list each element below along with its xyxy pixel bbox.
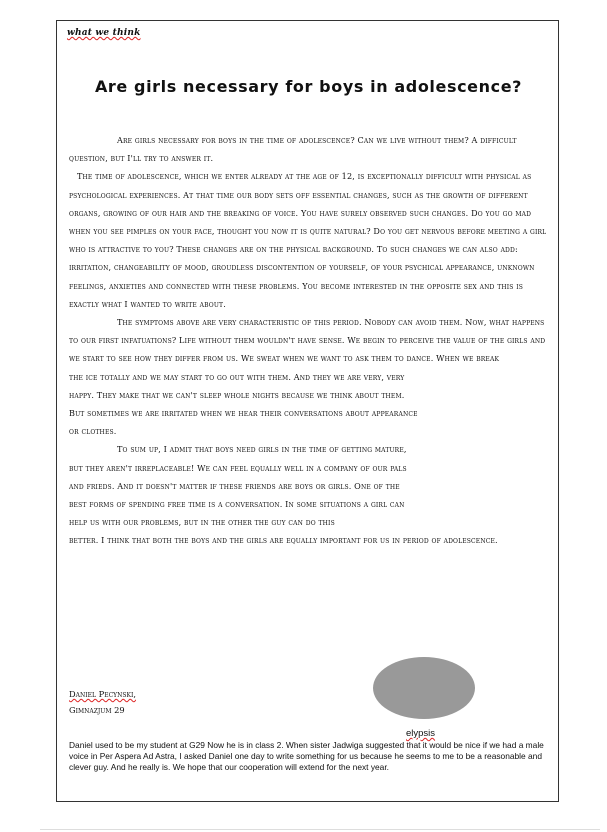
article-title: Are girls necessary for boys in adolescence? xyxy=(94,77,523,96)
section-tag-text: what we think xyxy=(67,28,141,38)
paragraph-conclusion: To sum up, I admit that boys need girls in the time of getting mature, but they aren't irreplaceable! We can feel equally well in a company of our pals and frieds. And it doesn't matter if these friends are boys or girls. One of the best forms of spending free time is a conversation. In some situations a girl can help us with our problems, but in the other the guy can do this xyxy=(69,444,407,528)
ellipse-shape[interactable] xyxy=(373,657,475,719)
ellipse-label-text: elypsis xyxy=(406,728,436,739)
page-bottom-divider xyxy=(40,829,600,830)
document-page xyxy=(56,20,559,802)
paragraph-symptoms: The symptoms above are very characteristic of this period. Nobody can avoid them. Now, what happens to our first infatuations? Life without them wouldn't have sense. We begin to perceive the value of the girls and we start to see how they differ from us. We sweat when we want to ask them to dance. When we break xyxy=(69,317,546,364)
paragraph-intro: Are girls necessary for boys in the time of adolescence? Can we live without them? A difficult question, but I'll try to answer it. xyxy=(69,135,517,164)
paragraph-adolescence: The time of adolescence, which we enter already at the age of 12, is exceptionally difficult with physical as psychological experiences. At that time our body sets off essential changes, such as the growth of different organs, growing of our hair and the breaking of voice. You have surely observed such changes. Do you go mad when you see pimples on your face, thought you now it is quite natural? Do you get nervous before meeting a girl who is attractive to you? These changes are on the physical background. To such changes we can also add: irritation, changeability of mood, groudless discontention of yourself, of your psychical appearance, unknown feelings, anxieties and connected with these problems. You become interested in the opposite sex and this is exactly what I wanted to write about. xyxy=(69,171,547,309)
author-school: Gimnazjum 29 xyxy=(69,705,125,715)
signature-block xyxy=(69,686,136,718)
editor-note: Daniel used to be my student at G29 Now he is in class 2. When sister Jadwiga suggested that it would be nice if we had a male voice in Per Aspera Ad Astra, I asked Daniel one day to write something for us because he seems to me to be a reasonable and clever guy. And he really is. We hope that our cooperation will extend for the next year. xyxy=(69,740,544,772)
ellipse-label xyxy=(406,728,435,739)
paragraph-symptoms-cont: the ice totally and we may start to go out with them. And they we are very, very happy. They make that we can't sleep whole nights because we think about them. But sometimes we are irritated when we hear their conversations about appearance or clothes. xyxy=(69,371,418,437)
article-body xyxy=(69,131,554,550)
section-tag xyxy=(67,28,141,38)
paragraph-conclusion-end: better. I think that both the boys and the girls are equally important for us in period of adolescence. xyxy=(69,535,498,546)
author-name: Daniel Pecynski, xyxy=(69,689,136,699)
